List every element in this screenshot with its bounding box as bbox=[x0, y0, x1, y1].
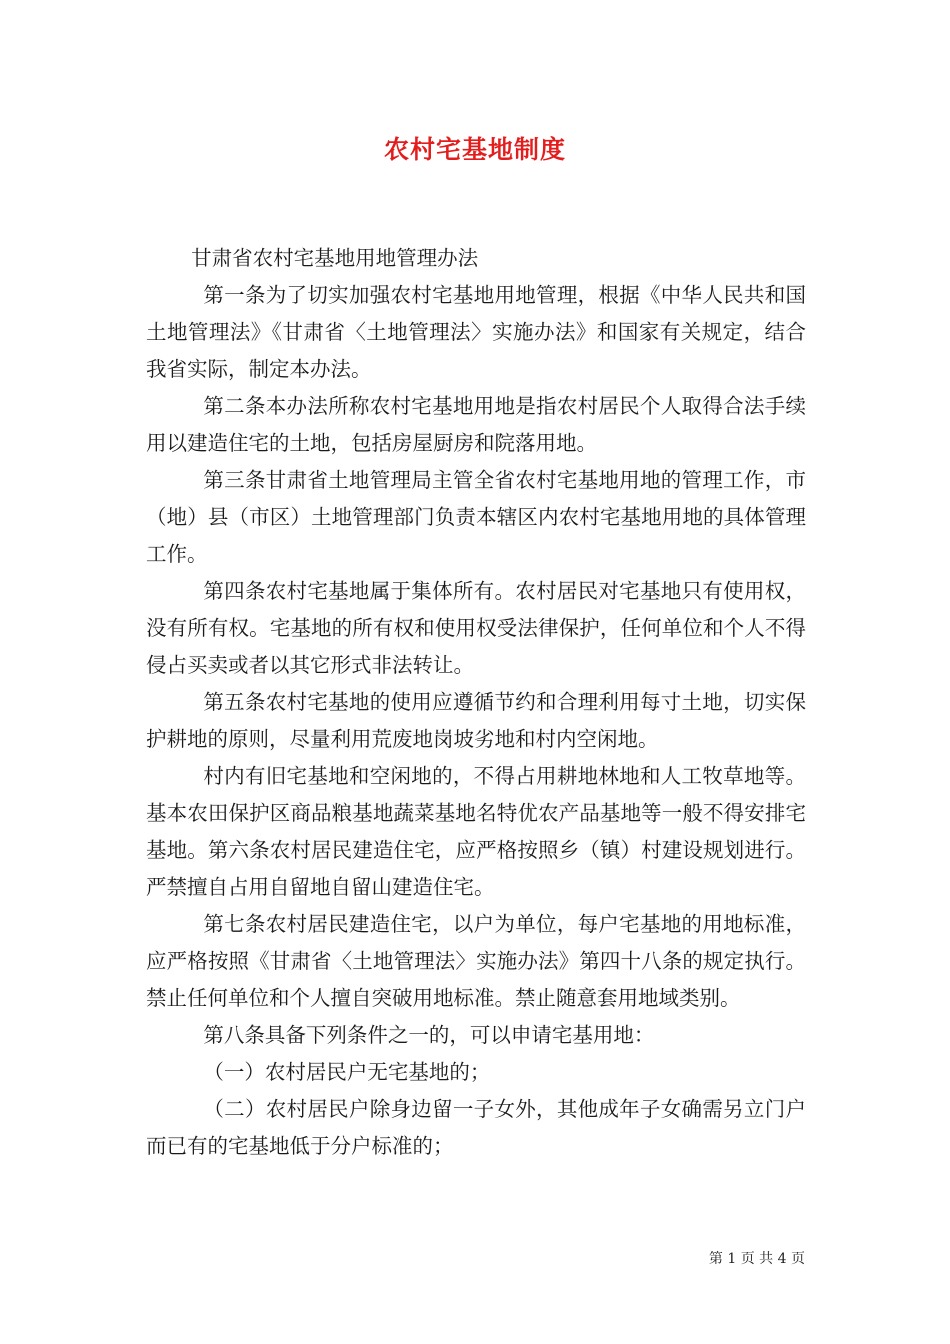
paragraph: 第四条农村宅基地属于集体所有。农村居民对宅基地只有使用权，没有所有权。宅基地的所有权和使用权受法律保护，任何单位和个人不得侵占买卖或者以其它形式非法转让。 bbox=[146, 579, 806, 677]
page-number: 第 1 页 共 4 页 bbox=[708, 1251, 805, 1267]
list-item: （一）农村居民户无宅基地的； bbox=[203, 1060, 491, 1084]
paragraph: 第二条本办法所称农村宅基地用地是指农村居民个人取得合法手续用以建造住宅的土地，包括房屋厨房和院落用地。 bbox=[146, 394, 806, 455]
paragraph: 第五条农村宅基地的使用应遵循节约和合理利用每寸土地，切实保护耕地的原则，尽量利用荒废地岗坡劣地和村内空闲地。 bbox=[146, 690, 806, 751]
paragraph: 村内有旧宅基地和空闲地的，不得占用耕地林地和人工牧草地等。基本农田保护区商品粮基地蔬菜基地名特优农产品基地等一般不得安排宅基地。第六条农村居民建造住宅，应严格按照乡（镇）村建设规划进行。严禁擅自占用自留地自留山建造住宅。 bbox=[146, 764, 806, 899]
paragraph: 第三条甘肃省土地管理局主管全省农村宅基地用地的管理工作，市（地）县（市区）土地管理部门负责本辖区内农村宅基地用地的具体管理工作。 bbox=[146, 468, 806, 566]
paragraph: 第八条具备下列条件之一的，可以申请宅基用地： bbox=[203, 1023, 655, 1047]
list-item: （二）农村居民户除身边留一子女外，其他成年子女确需另立门户而已有的宅基地低于分户标准的； bbox=[146, 1097, 806, 1158]
document-subtitle: 甘肃省农村宅基地用地管理办法 bbox=[191, 246, 479, 270]
document-title: 农村宅基地制度 bbox=[383, 135, 566, 164]
paragraph: 第七条农村居民建造住宅，以户为单位，每户宅基地的用地标准，应严格按照《甘肃省〈土地管理法〉实施办法》第四十八条的规定执行。禁止任何单位和个人擅自突破用地标准。禁止随意套用地域类别。 bbox=[146, 912, 806, 1010]
paragraph: 第一条为了切实加强农村宅基地用地管理，根据《中华人民共和国土地管理法》《甘肃省〈土地管理法〉实施办法》和国家有关规定，结合我省实际，制定本办法。 bbox=[146, 283, 806, 381]
document-body bbox=[146, 240, 806, 1165]
